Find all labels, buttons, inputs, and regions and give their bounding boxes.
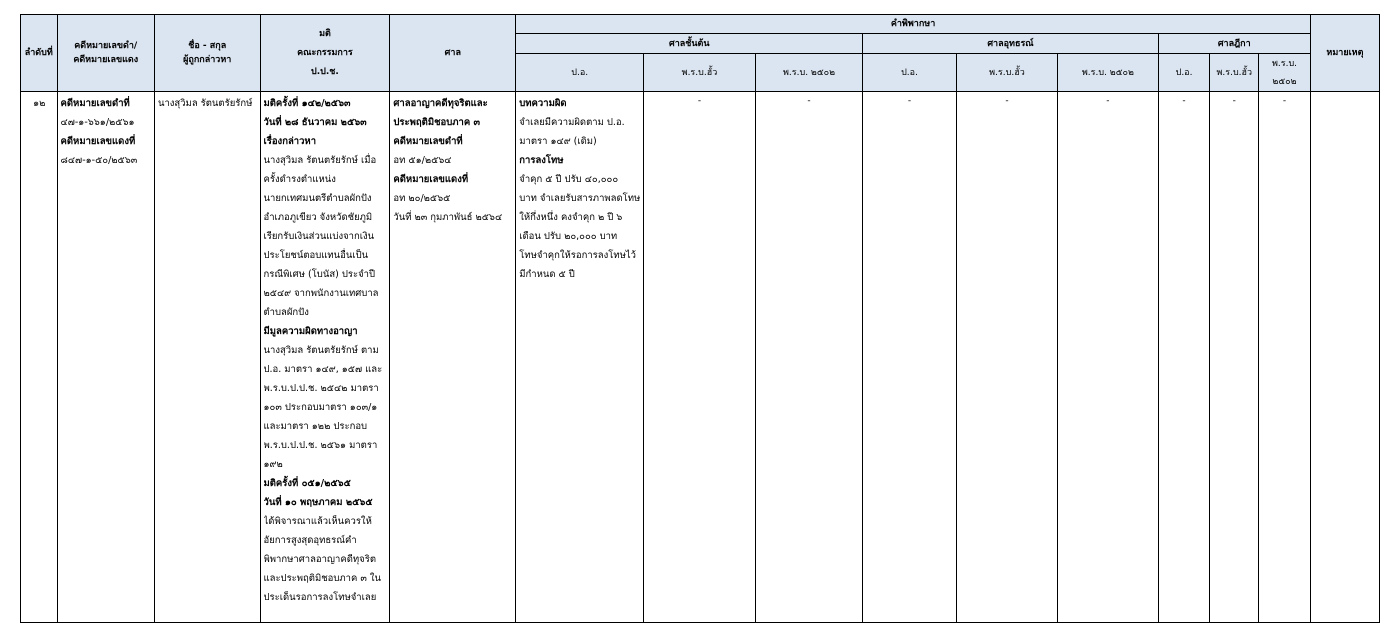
cell-line: ศาลอาญาคดีทุจริตและ [393, 98, 488, 109]
cell-line: คดีหมายเลขดำที่ [60, 98, 130, 109]
cell-line: ได้พิจารณาแล้วเห็นควรให้ [263, 516, 372, 527]
cell-line: เดือน ปรับ ๒๐,๐๐๐ บาท [519, 231, 618, 242]
cell-line: วันที่ ๒๓ กุมภาพันธ์ ๒๕๖๔ [393, 212, 503, 223]
cell-line: จำคุก ๕ ปี ปรับ ๔๐,๐๐๐ [519, 174, 619, 185]
header-supreme-po: ป.อ. [1158, 54, 1210, 92]
cell-line: มีมูลความผิดทางอาญา [263, 326, 358, 337]
row-case-number [57, 92, 154, 623]
cell-line: นางสุวิมล รัตนตรัยรักษ์ เมื่อ [263, 155, 377, 166]
cell-line: จำเลยมีความผิดตาม ป.อ. [519, 117, 625, 128]
cell-line: นายกเทศมนตรีตำบลผักปัง [263, 193, 372, 204]
cell-line: และมาตรา ๑๒๒ ประกอบ [263, 421, 368, 432]
header-appeal-prb-tua: พ.ร.บ.ฮั้ว [956, 54, 1057, 92]
header-first-prb-tua: พ.ร.บ.ฮั้ว [644, 54, 756, 92]
cell-line: อท ๕๑/๒๕๖๔ [393, 155, 452, 166]
header-verdict: คำพิพากษา [516, 15, 1311, 34]
header-resolution: มติ คณะกรรมการ ป.ป.ช. [260, 15, 390, 92]
cell-line: มาตรา ๑๔๙ (เดิม) [519, 136, 597, 147]
row-appeal-prb-2502: - [1058, 92, 1158, 623]
row-first-prb-tua: - [644, 92, 756, 623]
cell-line: คดีหมายเลขแดงที่ [60, 136, 136, 147]
header-appeal-po: ป.อ. [863, 54, 956, 92]
header-name: ชื่อ - สกุล ผู้ถูกกล่าวหา [154, 15, 260, 92]
cell-line: การลงโทษ [519, 155, 564, 166]
header-supreme-prb-2502: พ.ร.บ. ๒๕๐๒ [1259, 54, 1311, 92]
header-case-number: คดีหมายเลขดำ/ คดีหมายเลขแดง [57, 15, 154, 92]
cell-line: ๘๔๗-๑-๕๐/๒๕๖๓ [60, 155, 138, 166]
header-court-appeal: ศาลอุทธรณ์ [863, 34, 1158, 54]
cell-line: คดีหมายเลขแดงที่ [393, 174, 469, 185]
row-remark [1310, 92, 1379, 623]
cell-line: บทความผิด [519, 98, 567, 109]
header-no: ลำดับที่ [21, 15, 58, 92]
cell-line: พ.ร.บ.ป.ป.ช. ๒๕๔๒ มาตรา [263, 383, 379, 394]
cell-line: โทษจำคุกให้รอการลงโทษไว้ [519, 250, 636, 261]
cell-line: กรณีพิเศษ (โบนัส) ประจำปี [263, 269, 376, 280]
header-appeal-prb-2502: พ.ร.บ. ๒๕๐๒ [1058, 54, 1158, 92]
cell-line: ประโยชน์ตอบแทนอื่นเป็น [263, 250, 369, 261]
cell-line: มีกำหนด ๕ ปี [519, 269, 575, 280]
cell-line: ประเด็นรอการลงโทษจำเลย [263, 592, 377, 603]
cell-line: อท ๒๐/๒๕๖๕ [393, 193, 451, 204]
row-first-prb-2502: - [755, 92, 863, 623]
cell-line: ๑๐๓ ประกอบมาตรา ๑๐๓/๑ [263, 402, 378, 413]
row-court [390, 92, 516, 623]
cell-line: มติครั้งที่ ๑๔๒/๒๕๖๓ [263, 98, 351, 109]
row-appeal-po: - [863, 92, 956, 623]
cell-line: ๔๗-๑-๖๖๑/๒๕๖๑ [60, 117, 135, 128]
case-table [20, 14, 1380, 623]
cell-line: พิพากษาศาลอาญาคดีทุจริต [263, 554, 376, 565]
cell-line: วันที่ ๒๘ ธันวาคม ๒๕๖๓ [263, 117, 367, 128]
cell-line: วันที่ ๑๐ พฤษภาคม ๒๕๖๕ [263, 497, 373, 508]
cell-line: นางสุวิมล รัตนตรัยรักษ์ ตาม [263, 345, 379, 356]
cell-line: ให้กึ่งหนึ่ง คงจำคุก ๒ ปี ๖ [519, 212, 623, 223]
row-supreme-po: - [1158, 92, 1210, 623]
cell-line: ครั้งดำรงตำแหน่ง [263, 174, 336, 185]
cell-line: ตำบลผักปัง [263, 307, 309, 318]
cell-line: และประพฤติมิชอบภาค ๓ ใน [263, 573, 382, 584]
cell-line: ป.อ. มาตรา ๑๔๙, ๑๕๗ และ [263, 364, 383, 375]
cell-line: บาท จำเลยรับสารภาพลดโทษ [519, 193, 641, 204]
header-first-prb-2502: พ.ร.บ. ๒๕๐๒ [755, 54, 863, 92]
cell-line: ประพฤติมิชอบภาค ๓ [393, 117, 481, 128]
row-supreme-prb-tua: - [1210, 92, 1259, 623]
row-no: ๑๒ [21, 92, 58, 623]
cell-line: ๒๕๔๙ จากพนักงานเทศบาล [263, 288, 379, 299]
cell-line: เรียกรับเงินส่วนแบ่งจากเงิน [263, 231, 375, 242]
header-court: ศาล [390, 15, 516, 92]
cell-line: ๑๙๒ [263, 459, 283, 470]
cell-line: คดีหมายเลขดำที่ [393, 136, 463, 147]
row-supreme-prb-2502: - [1259, 92, 1311, 623]
row-appeal-prb-tua: - [956, 92, 1057, 623]
header-remark: หมายเหตุ [1310, 15, 1379, 92]
table-row [21, 92, 1380, 623]
header-supreme-prb-tua: พ.ร.บ.ฮั้ว [1210, 54, 1259, 92]
header-court-supreme: ศาลฎีกา [1158, 34, 1310, 54]
case-report-sheet [20, 14, 1380, 634]
header-court-first: ศาลชั้นต้น [516, 34, 863, 54]
row-first-po [516, 92, 644, 623]
cell-line: พ.ร.บ.ป.ป.ช. ๒๕๖๑ มาตรา [263, 440, 378, 451]
cell-line: อำเภอภูเขียว จังหวัดชัยภูมิ [263, 212, 373, 223]
cell-line: เรื่องกล่าวหา [263, 136, 317, 147]
header-first-po: ป.อ. [516, 54, 644, 92]
cell-line: มติครั้งที่ ๐๕๑/๒๕๖๕ [263, 478, 351, 489]
cell-line: อัยการสูงสุดอุทธรณ์คำ [263, 535, 357, 546]
row-name: นางสุวิมล รัตนตรัยรักษ์ [154, 92, 260, 623]
row-resolution [260, 92, 390, 623]
